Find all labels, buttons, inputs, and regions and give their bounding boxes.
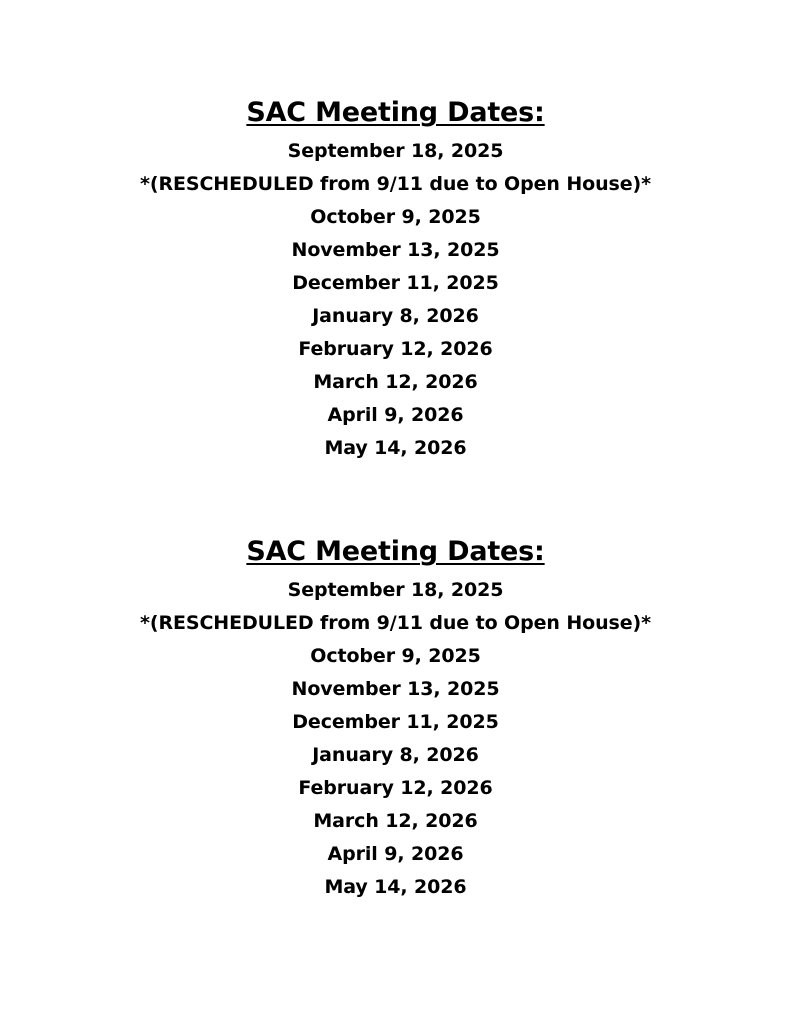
meeting-date: November 13, 2025 [291, 678, 500, 700]
meeting-date: April 9, 2026 [327, 404, 464, 426]
reschedule-note: *(RESCHEDULED from 9/11 due to Open House)* [140, 173, 651, 195]
meeting-dates-list [0, 135, 791, 465]
meeting-date: December 11, 2025 [292, 272, 499, 294]
meeting-date: April 9, 2026 [327, 843, 464, 865]
meeting-date: March 12, 2026 [313, 810, 478, 832]
meeting-date: November 13, 2025 [291, 239, 500, 261]
meeting-date: January 8, 2026 [312, 744, 479, 766]
reschedule-note: *(RESCHEDULED from 9/11 due to Open House)* [140, 612, 651, 634]
meeting-date: January 8, 2026 [312, 305, 479, 327]
meeting-dates-list [0, 574, 791, 904]
meeting-date: September 18, 2025 [287, 140, 504, 162]
meeting-date: September 18, 2025 [287, 579, 504, 601]
meeting-date: May 14, 2026 [324, 437, 467, 459]
meeting-dates-heading: SAC Meeting Dates: [246, 536, 545, 567]
meeting-date: February 12, 2026 [298, 338, 493, 360]
meeting-date: October 9, 2025 [310, 645, 481, 667]
meeting-dates-block-1 [0, 96, 791, 465]
meeting-date: February 12, 2026 [298, 777, 493, 799]
meeting-dates-block-2 [0, 535, 791, 904]
meeting-date: December 11, 2025 [292, 711, 499, 733]
meeting-date: May 14, 2026 [324, 876, 467, 898]
meeting-date: October 9, 2025 [310, 206, 481, 228]
meeting-dates-heading: SAC Meeting Dates: [246, 97, 545, 128]
meeting-date: March 12, 2026 [313, 371, 478, 393]
